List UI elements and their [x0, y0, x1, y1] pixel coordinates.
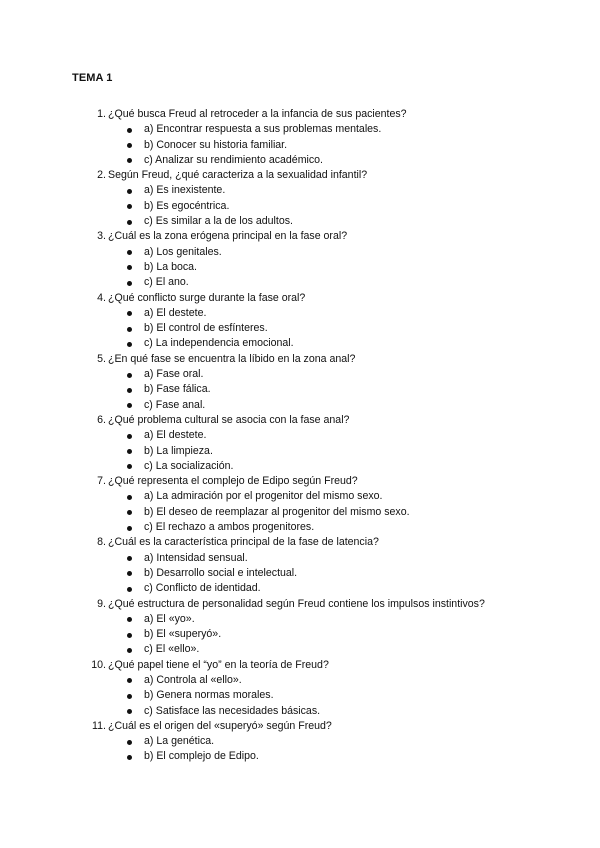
bullet-icon: [127, 740, 132, 745]
answer-option-text: b) Fase fálica.: [144, 383, 211, 396]
question-text: ¿Qué problema cultural se asocia con la fase anal?: [108, 413, 350, 426]
answer-option: [0, 398, 600, 413]
answer-option: [0, 612, 600, 627]
answer-option: [0, 306, 600, 321]
bullet-icon: [127, 587, 132, 592]
answer-option: [0, 642, 600, 657]
answer-option-text: b) Conocer su historia familiar.: [144, 138, 288, 151]
bullet-icon: [127, 510, 132, 515]
answer-option-text: c) Analizar su rendimiento académico.: [144, 153, 324, 166]
question-text: ¿Qué estructura de personalidad según Freud contiene los impulsos instintivos?: [108, 597, 485, 610]
answer-option: [0, 704, 600, 719]
question-text: ¿Cuál es la característica principal de la fase de latencia?: [108, 536, 379, 549]
answer-option: [0, 336, 600, 351]
answer-option-text: c) La socialización.: [144, 459, 234, 472]
answer-option-text: a) Controla al «ello».: [144, 673, 242, 686]
answer-option: [0, 382, 600, 397]
bullet-icon: [127, 526, 132, 531]
answer-option-text: b) Es egocéntrica.: [144, 199, 230, 212]
answer-option: [0, 505, 600, 520]
answer-option-text: c) El ano.: [144, 276, 189, 289]
bullet-icon: [127, 204, 132, 209]
question-number: 9.: [97, 597, 106, 610]
bullet-icon: [127, 265, 132, 270]
answer-option: [0, 214, 600, 229]
bullet-icon: [127, 678, 132, 683]
answer-option-text: a) La admiración por el progenitor del mismo sexo.: [144, 490, 383, 503]
answer-option: [0, 520, 600, 535]
question-number: 5.: [97, 352, 106, 365]
question-item: [0, 719, 600, 734]
bullet-icon: [127, 311, 132, 316]
question-item: [0, 413, 600, 428]
answer-option: [0, 321, 600, 336]
answer-option: [0, 444, 600, 459]
question-item: [0, 474, 600, 489]
bullet-icon: [127, 373, 132, 378]
answer-option: [0, 428, 600, 443]
question-item: [0, 168, 600, 183]
answer-option-text: c) La independencia emocional.: [144, 337, 294, 350]
question-text: Según Freud, ¿qué caracteriza a la sexualidad infantil?: [108, 169, 368, 182]
bullet-icon: [127, 403, 132, 408]
question-number: 1.: [97, 108, 106, 120]
answer-option-text: a) El destete.: [144, 306, 207, 319]
bullet-icon: [127, 143, 132, 148]
question-text: ¿Qué busca Freud al retroceder a la infancia de sus pacientes?: [108, 108, 407, 120]
bullet-icon: [127, 694, 132, 699]
answer-option: [0, 688, 600, 703]
answer-option-text: b) La limpieza.: [144, 444, 213, 457]
answer-option-text: a) Los genitales.: [144, 245, 222, 258]
question-number: 3.: [97, 230, 106, 243]
bullet-icon: [127, 709, 132, 714]
answer-option: [0, 260, 600, 275]
question-text: ¿Qué conflicto surge durante la fase oral?: [108, 291, 306, 304]
answer-option-text: a) El destete.: [144, 429, 207, 442]
answer-option: [0, 581, 600, 596]
answer-option: [0, 122, 600, 137]
answer-option-text: a) Encontrar respuesta a sus problemas mentales.: [144, 123, 382, 136]
question-item: [0, 291, 600, 306]
answer-option-text: b) La boca.: [144, 260, 198, 273]
bullet-icon: [127, 128, 132, 133]
answer-option-text: a) La genética.: [144, 735, 215, 748]
bullet-icon: [127, 648, 132, 653]
answer-option: [0, 367, 600, 382]
answer-option-text: b) El complejo de Edipo.: [144, 750, 259, 763]
bullet-icon: [127, 617, 132, 622]
answer-option-text: b) El deseo de reemplazar al progenitor del mismo sexo.: [144, 505, 410, 518]
bullet-icon: [127, 327, 132, 332]
answer-option: [0, 566, 600, 581]
answer-option: [0, 551, 600, 566]
question-number: 8.: [97, 536, 106, 549]
bullet-icon: [127, 189, 132, 194]
answer-option-text: b) El control de esfínteres.: [144, 322, 268, 335]
bullet-icon: [127, 449, 132, 454]
question-text: ¿Qué papel tiene el “yo” en la teoría de Freud?: [108, 658, 329, 671]
answer-option-text: a) Fase oral.: [144, 368, 204, 381]
answer-option-text: a) Intensidad sensual.: [144, 551, 248, 564]
answer-option-text: b) Desarrollo social e intelectual.: [144, 566, 298, 579]
question-number: 2.: [97, 169, 106, 182]
answer-option: [0, 627, 600, 642]
question-text: ¿Qué representa el complejo de Edipo según Freud?: [108, 475, 358, 488]
answer-option-text: a) Es inexistente.: [144, 184, 226, 197]
answer-option-text: c) Fase anal.: [144, 398, 206, 411]
question-number: 10.: [91, 658, 106, 671]
bullet-icon: [127, 571, 132, 576]
question-number: 11.: [92, 719, 106, 732]
bullet-icon: [127, 633, 132, 638]
question-text: ¿Cuál es la zona erógena principal en la fase oral?: [108, 230, 348, 243]
bullet-icon: [127, 464, 132, 469]
answer-option-text: c) Conflicto de identidad.: [144, 582, 261, 595]
answer-option: [0, 199, 600, 214]
answer-option-text: b) El «superyó».: [144, 628, 222, 641]
bullet-icon: [127, 281, 132, 286]
question-text: ¿En qué fase se encuentra la líbido en la zona anal?: [108, 352, 356, 365]
question-item: [0, 535, 600, 550]
bullet-icon: [127, 434, 132, 439]
question-item: [0, 107, 600, 122]
question-number: 6.: [97, 413, 106, 426]
question-number: 4.: [97, 291, 106, 304]
bullet-icon: [127, 495, 132, 500]
answer-option-text: b) Genera normas morales.: [144, 689, 274, 702]
answer-option-text: c) Satisface las necesidades básicas.: [144, 704, 321, 717]
question-text: ¿Cuál es el origen del «superyó» según Freud?: [108, 719, 332, 732]
answer-option: [0, 275, 600, 290]
bullet-icon: [127, 158, 132, 163]
bullet-icon: [127, 556, 132, 561]
question-number: 7.: [97, 475, 106, 488]
bullet-icon: [127, 220, 132, 225]
answer-option-text: c) El rechazo a ambos progenitores.: [144, 521, 315, 534]
question-item: [0, 352, 600, 367]
question-list: [0, 107, 600, 765]
bullet-icon: [127, 250, 132, 255]
answer-option-text: c) El «ello».: [144, 643, 200, 656]
answer-option: [0, 673, 600, 688]
answer-option: [0, 245, 600, 260]
answer-option: [0, 153, 600, 168]
answer-option: [0, 183, 600, 198]
answer-option: [0, 459, 600, 474]
question-item: [0, 658, 600, 673]
answer-option-text: a) El «yo».: [144, 612, 195, 625]
answer-option: [0, 489, 600, 504]
question-item: [0, 229, 600, 244]
answer-option-text: c) Es similar a la de los adultos.: [144, 215, 293, 228]
answer-option: [0, 749, 600, 764]
question-item: [0, 597, 600, 612]
bullet-icon: [127, 755, 132, 760]
bullet-icon: [127, 342, 132, 347]
page-title: TEMA 1: [72, 72, 113, 84]
answer-option: [0, 734, 600, 749]
answer-option: [0, 138, 600, 153]
bullet-icon: [127, 388, 132, 393]
